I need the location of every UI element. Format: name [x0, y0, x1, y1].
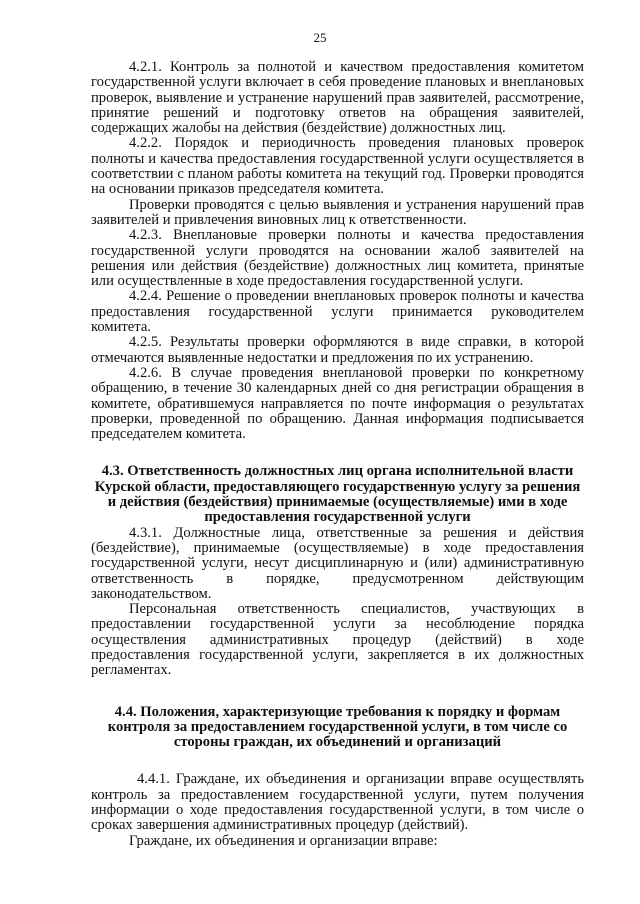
heading-4-3: 4.3. Ответственность должностных лиц органа исполнительной власти Курской области, предоставляющего государственную услугу за решения и действия (бездействия) принимаемые (осуществляемые) ими в ходе предоставления государственной услуги [94, 463, 581, 526]
page-number: 25 [313, 30, 327, 45]
heading-4-4: 4.4. Положения, характеризующие требования к порядку и формам контроля за предоставлением государственной услуги, в том числе со стороны граждан, их объединений и организаций [107, 703, 568, 751]
spacer [91, 750, 584, 772]
paragraph-4-2-2: 4.2.2. Порядок и периодичность проведения плановых проверок полноты и качества предоставления государственной услуги осуществляется в соответствии с планом работы комитета на текущий год. Проверки проводятся на основании приказов председателя комитета. [91, 135, 584, 198]
paragraph-4-2-3: 4.2.3. Внеплановые проверки полноты и качества предоставления государственной услуги проводятся на основании жалоб заявителей на решения или действия (бездействие) должностных лиц комитета, принятые или осуществленные в ходе предоставления государственной услуги. [91, 227, 584, 290]
paragraph-checks-purpose: Проверки проводятся с целью выявления и устранения нарушений прав заявителей и привлечения виновных лиц к ответственности. [91, 196, 584, 228]
paragraph-4-4-1: 4.4.1. Граждане, их объединения и организации вправе осуществлять контроль за предоставлением государственной услуги, путем получения информации о ходе предоставления государственной услуги, в том числе о сроках завершения административных процедур (действий). [91, 771, 584, 834]
paragraph-personal-responsibility: Персональная ответственность специалистов, участвующих в предоставлении государственной услуги за несоблюдение порядка осуществления административных процедур (действий) в ходе предоставления государственной услуги, закрепляется в их должностных регламентах. [91, 601, 584, 679]
spacer [91, 679, 584, 705]
paragraph-citizens-right: Граждане, их объединения и организации вправе: [129, 832, 438, 849]
spacer [91, 442, 584, 464]
paragraph-4-2-1: 4.2.1. Контроль за полнотой и качеством предоставления комитетом государственной услуги включает в себя проведение плановых и внеплановых проверок, выявление и устранение нарушений прав заявителей, рассмотрение, принятие решений и подготовку ответов на обращения заявителей, содержащих жалобы на действия (бездействие) должностных лиц. [91, 59, 584, 137]
paragraph-4-2-6: 4.2.6. В случае проведения внеплановой проверки по конкретному обращению, в течение 30 календарных дней со дня регистрации обращения в комитете, обратившемуся направляется по почте информация о результатах проверки, проведенной по обращению. Данная информация подписывается председателем комитета. [91, 364, 584, 443]
paragraph-4-3-1: 4.3.1. Должностные лица, ответственные за решения и действия (бездействие), принимаемые (осуществляемые) в ходе предоставления государственной услуги, несут дисциплинарную и (или) административную ответственность в порядке, предусмотренном действующим законодательством. [91, 524, 584, 602]
paragraph-4-2-5: 4.2.5. Результаты проверки оформляются в виде справки, в которой отмечаются выявленные недостатки и предложения по их устранению. [91, 334, 584, 366]
document-body [91, 60, 584, 849]
paragraph-4-2-4: 4.2.4. Решение о проведении внеплановых проверок полноты и качества предоставления государственной услуги принимается руководителем комитета. [91, 288, 584, 336]
